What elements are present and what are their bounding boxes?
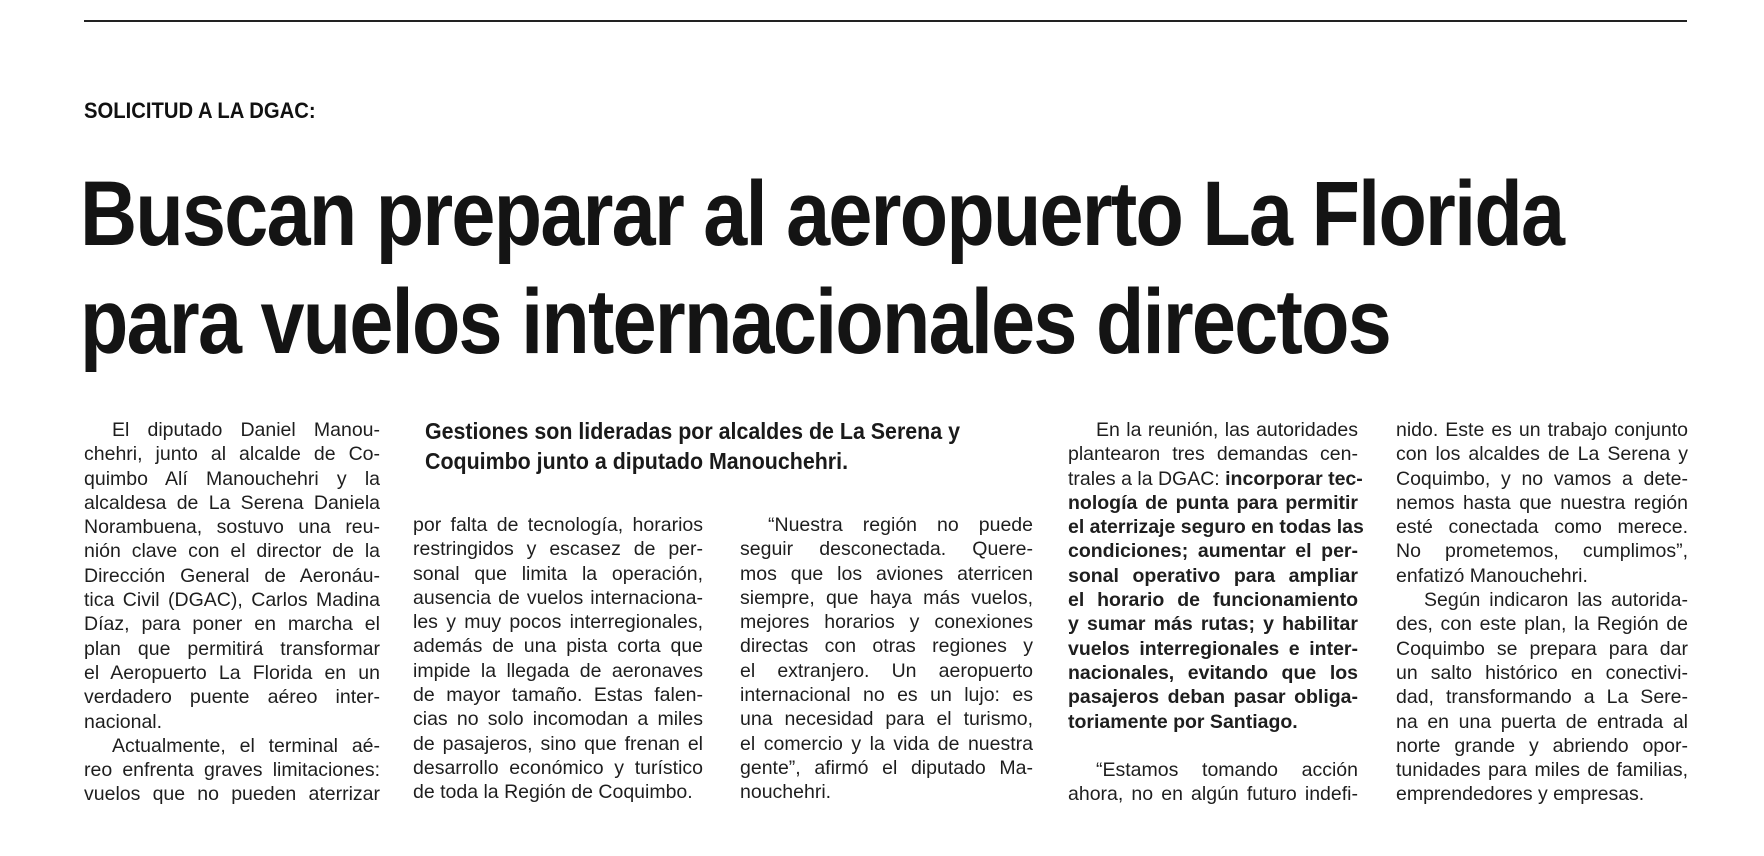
text-line: tica Civil (DGAC), Carlos Madina — [84, 589, 380, 612]
text-line: Dirección General de Aeronáu- — [84, 564, 380, 587]
text-line: nología de punta para permitir — [1068, 491, 1358, 514]
column-4 — [1068, 418, 1364, 806]
text-line: des, con este plan, la Región de — [1396, 613, 1688, 636]
lead-line-1: Gestiones son lideradas por alcaldes de La Serena y — [425, 418, 960, 444]
text-line: nión clave con el director de la — [84, 540, 380, 563]
column-1 — [84, 418, 380, 807]
text-line: sonal operativo para ampliar — [1068, 564, 1358, 587]
text-line: internacional no es un lujo: es — [740, 684, 1033, 707]
text-line: Norambuena, sostuvo una reu- — [84, 516, 380, 539]
text-line: na en una puerta de entrada al — [1396, 710, 1688, 733]
text-line: nacional. — [84, 710, 163, 733]
text-line: siempre, que haya más vuelos, — [740, 586, 1033, 609]
text-line: En la reunión, las autoridades — [1096, 419, 1358, 441]
text-line: restringidos y escasez de per- — [413, 538, 703, 561]
text-line: seguir desconectada. Quere- — [740, 538, 1033, 561]
text-line: alcaldesa de La Serena Daniela — [84, 491, 380, 514]
text-line: chehri, junto al alcalde de Co- — [84, 443, 380, 466]
text-line: “Nuestra región no puede — [768, 514, 1033, 536]
text-line: “Estamos tomando acción — [1096, 758, 1358, 781]
headline — [80, 160, 1564, 376]
text-line: Coquimbo se prepara para dar — [1396, 637, 1688, 660]
column-3 — [740, 513, 1033, 805]
headline-line-1: Buscan preparar al aeropuerto La Florida — [80, 163, 1564, 265]
text-line: nouchehri. — [740, 781, 832, 804]
text-line: condiciones; aumentar el per- — [1068, 540, 1358, 563]
text-line: Díaz, para poner en marcha el — [84, 613, 380, 636]
column-5 — [1396, 418, 1688, 807]
text-line: mejores horarios y conexiones — [740, 611, 1033, 634]
text-line: el horario de funcionamiento — [1068, 589, 1358, 612]
text-line: un salto histórico en conectivi- — [1396, 661, 1688, 684]
text-line: esté conectada como merece. — [1396, 516, 1688, 539]
text-line: norte grande y abriendo opor- — [1396, 734, 1688, 757]
text-line: cias no solo incomodan a miles — [413, 708, 703, 731]
text-line: además de una pista corta que — [413, 635, 703, 658]
text-line: verdadero puente aéreo inter- — [84, 686, 380, 709]
text-line: vuelos que no pueden aterrizar — [84, 783, 380, 806]
text-line: una necesidad para el turismo, — [740, 708, 1033, 731]
text-line: El diputado Daniel Manou- — [112, 419, 380, 441]
text-line: sonal que limita la operación, — [413, 562, 703, 585]
text-line: dad, transformando a La Sere- — [1396, 686, 1688, 709]
text-line: y sumar más rutas; y habilitar — [1068, 613, 1358, 636]
text-line: reo enfrenta graves limitaciones: — [84, 759, 380, 782]
text-line: el aterrizaje seguro en todas las — [1068, 516, 1364, 539]
text-line: emprendedores y empresas. — [1396, 783, 1645, 806]
text-line: nido. Este es un trabajo conjunto — [1396, 419, 1688, 441]
kicker: SOLICITUD A LA DGAC: — [84, 98, 316, 123]
text-line: directas con otras regiones y — [740, 635, 1033, 658]
text-line: el extranjero. Un aeropuerto — [740, 659, 1033, 682]
text-line: quimbo Alí Manouchehri y la — [84, 467, 380, 490]
text-run-bold: incorporar tec- — [1225, 467, 1363, 490]
text-line: el comercio y la vida de nuestra — [740, 732, 1033, 755]
headline-line-2: para vuelos internacionales directos — [80, 271, 1391, 373]
text-line: ahora, no en algún futuro indefi- — [1068, 783, 1358, 806]
text-line: nemos hasta que nuestra región — [1396, 491, 1688, 514]
text-line: tunidades para miles de familias, — [1396, 759, 1688, 782]
text-line: de pasajeros, sino que frenan el — [413, 732, 703, 755]
text-line: de toda la Región de Coquimbo. — [413, 781, 693, 804]
text-line: con los alcaldes de La Serena y — [1396, 443, 1688, 466]
text-line: No prometemos, cumplimos”, — [1396, 540, 1688, 563]
text-run: trales a la DGAC: — [1068, 467, 1226, 490]
column-2 — [413, 513, 703, 805]
text-line: plan que permitirá transformar — [84, 637, 380, 660]
text-line: les y muy pocos interregionales, — [413, 611, 703, 634]
text-line: Actualmente, el terminal aé- — [112, 734, 380, 757]
text-line: ausencia de vuelos internaciona- — [413, 586, 703, 609]
text-line: plantearon tres demandas cen- — [1068, 443, 1358, 466]
text-line: Coquimbo, y no vamos a dete- — [1396, 467, 1688, 490]
text-line: toriamente por Santiago. — [1068, 710, 1298, 733]
text-line: pasajeros deban pasar obliga- — [1068, 686, 1358, 709]
text-line: de mayor tamaño. Estas falen- — [413, 684, 703, 707]
top-rule — [84, 20, 1687, 22]
text-line: mos que los aviones aterricen — [740, 562, 1033, 585]
text-line: impide la llegada de aeronaves — [413, 659, 703, 682]
text-line: desarrollo económico y turístico — [413, 756, 703, 779]
text-line: nacionales, evitando que los — [1068, 661, 1358, 684]
lead-deck — [425, 416, 992, 476]
text-line: por falta de tecnología, horarios — [413, 514, 703, 536]
text-line: Según indicaron las autorida- — [1424, 589, 1688, 612]
lead-line-2: Coquimbo junto a diputado Manouchehri. — [425, 448, 849, 474]
text-line: enfatizó Manouchehri. — [1396, 564, 1588, 587]
text-line: el Aeropuerto La Florida en un — [84, 661, 380, 684]
text-line: gente”, afirmó el diputado Ma- — [740, 756, 1033, 779]
text-line: vuelos interregionales e inter- — [1068, 637, 1358, 660]
text-line — [1068, 467, 1363, 491]
